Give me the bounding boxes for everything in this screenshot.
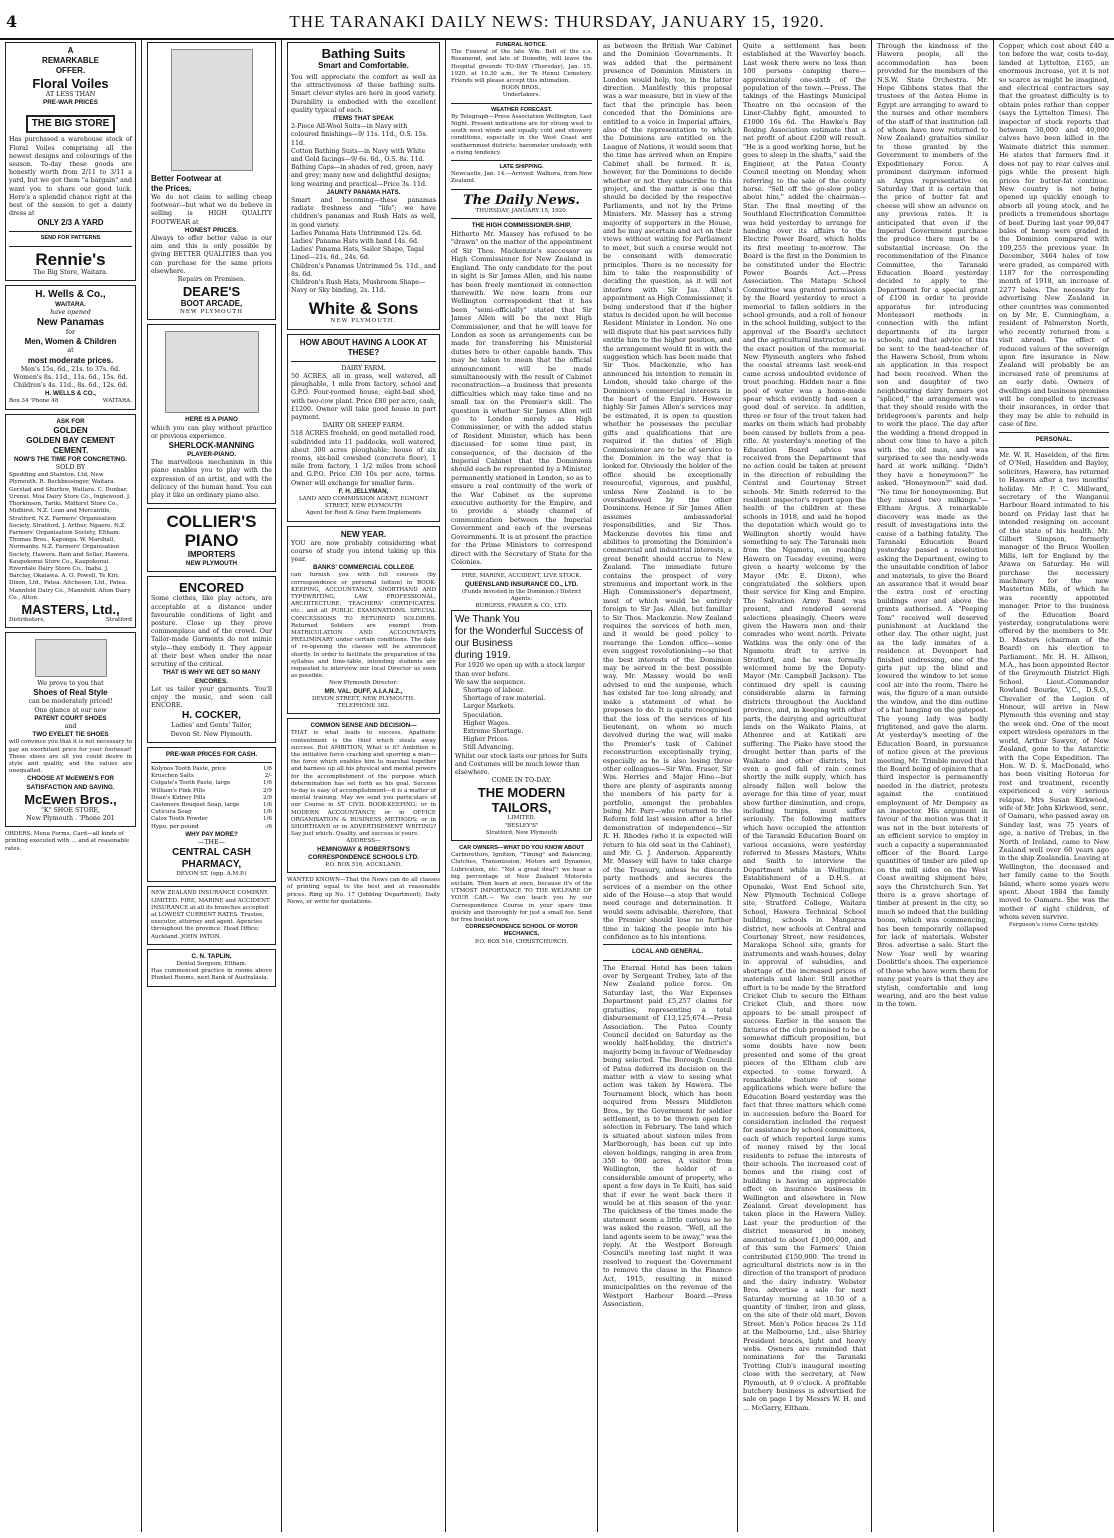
ad-line: We saw the sequence. xyxy=(455,678,526,686)
ad-line: DAIRY FARM. xyxy=(341,364,386,372)
column-8 xyxy=(994,40,1114,1532)
ad-line: THAT IS WHY WE GET SO MANY ENCORES. xyxy=(162,669,261,685)
ad-line: New Plymouth . 'Phone 201 xyxy=(26,814,115,822)
ad-headline: CAR OWNERS—WHAT DO YOU KNOW ABOUT xyxy=(459,844,584,851)
store-name: McEwen Bros., xyxy=(24,791,117,807)
ad-body: Always to offer better value is our aim and this is only possible by giving BETTER QUALITIES than you can purchase for the same prices elsewhere. xyxy=(151,235,272,275)
ad-body: Has commenced practice in rooms above Plunket Rooms, next Bank of Australasia. xyxy=(151,968,272,982)
taplin-ad xyxy=(147,949,276,987)
ad-line: PATENT COURT SHOES xyxy=(34,714,107,722)
ad-line: HERE IS A PIANO xyxy=(185,416,238,424)
insurance-notice: NEW ZEALAND INSURANCE COMPANY. LIMITED. FIRE, MARINE and ACCIDENT INSURANCE at all its branches accepted at LOWEST CURRENT RATES. Trustee, executor, attorney and agent. Agencies throughout the province. Head Office: Auckland. JOHN PATON. xyxy=(147,886,276,944)
ad-line: ASK FOR xyxy=(56,417,85,425)
column-1 xyxy=(0,40,142,1532)
ad-line: PRE-WAR PRICES xyxy=(43,99,98,107)
shoe-illustration xyxy=(35,639,107,677)
ad-headline: COMMON SENSE AND DECISION— xyxy=(310,722,417,730)
ad-headline: HOW ABOUT HAVING A LOOK AT THESE? xyxy=(299,337,428,357)
ad-line: Dental Surgeon, Eltham. xyxy=(176,960,247,967)
ad-line: CEMENT. xyxy=(52,445,89,455)
price-item: Calox Tooth Powder 1/6 xyxy=(151,816,272,823)
store-name: H. COCKER, xyxy=(182,710,241,722)
ad-line: HONEST PRICES. xyxy=(184,226,239,234)
store-name: C. N. TAPLIN, xyxy=(191,952,232,960)
encored-ad xyxy=(147,576,276,742)
section-title: LOCAL AND GENERAL. xyxy=(631,948,703,956)
ad-headline: GOLDEN BAY CEMENT xyxy=(26,435,115,445)
ad-line: OFFER. xyxy=(55,66,86,75)
store-name: DEARE'S xyxy=(182,284,241,300)
list-item: Larger Markets. xyxy=(463,703,516,711)
price-item: Cuticura Soap 1/6 xyxy=(151,809,272,816)
hemingway-ad xyxy=(287,718,440,873)
column-2 xyxy=(142,40,282,1532)
ad-line: WAITARA. xyxy=(55,300,86,308)
store-name: H. Wells & Co., xyxy=(35,288,106,300)
price-item: Hypo, per pound -/6 xyxy=(151,823,272,830)
section-title: PERSONAL. xyxy=(1035,435,1073,443)
list-item: Higher Wages. xyxy=(463,719,510,727)
queensland-insurance-ad xyxy=(451,573,592,610)
ad-headline: PRE-WAR PRICES FOR CASH. xyxy=(165,750,258,758)
ad-body: 50 ACRES, all in grass, well watered, all ploughable, 1 mile from factory, school and G.P.O. Four-roomed house, eight-bail shed, with two-cow plant. Price £80 per acre, cash, £1200. Owner will take good house in part payment. xyxy=(291,372,436,421)
list-item: Shortage of raw material. xyxy=(463,695,546,703)
store-name: Rennie's xyxy=(35,249,106,269)
ad-line: SOLD BY xyxy=(55,464,86,472)
list-item: Children's Panamas Untrimmed 5s. 11d., and 8s. 6d. xyxy=(291,262,436,278)
ad-line: Men, Women & Children xyxy=(24,337,117,347)
jellyman-ad xyxy=(287,334,440,522)
notice-body: By Telegraph—Press Association Wellington, Last Night. Present indications are for strong west to south west winds and squally cold and showery conditions, especially in the West Coast and southernmost districts; barometer unsteady, with a rising tendency. xyxy=(451,113,592,156)
ad-line: Repairs on Premises. xyxy=(177,276,246,284)
masthead xyxy=(0,0,1114,40)
store-name: PIANO xyxy=(184,531,239,551)
ad-body: will convince you that it is not necessary to pay an exorbitant price for your footwear! These shoes are all you could desire in style and quality, and the values are unequalled. xyxy=(9,739,132,775)
mcewen-ad xyxy=(5,632,136,827)
ad-line: Stratford xyxy=(105,616,132,623)
motor-school-ad xyxy=(451,845,592,946)
ad-line: Distributors, xyxy=(9,616,45,623)
ad-line: We prove to you that xyxy=(37,680,104,688)
ad-line: WAITARA. xyxy=(102,398,132,405)
price-list xyxy=(151,766,272,831)
section-title: WEATHER FORECAST. xyxy=(490,106,553,113)
ad-line: LAND AND COMMISSION AGENT, EGMONT STREET, NEW PLYMOUTH xyxy=(298,495,429,510)
ad-headline: Bathing Suits xyxy=(321,46,406,61)
ad-line: NEW PLYMOUTH xyxy=(185,560,238,568)
ad-line: NEW PLYMOUTH xyxy=(180,309,243,316)
notice-body: The Funeral of the late Wm. Bell of the s.s. Rosamond, and late of Dunedin, will leave the Hospital grounds TO-DAY (Thursday), Jan. 15, 1920, at 10.30 a.m., for Te Henui Cemetery. Friends will please accept this intimation. xyxy=(451,49,592,85)
ad-headline: Better Footwear at xyxy=(151,174,222,183)
store-name: THE MODERN TAILORS, xyxy=(477,785,566,816)
ad-body: Spedding and Stainton, Ltd, New Plymouth. R. Beckbessinger, Waitara. Gerstad and Shurlow, Waitara. C. Dunbar, Urenui. Moa Dairy Store Co., Inglewood. J. Thorkinson, Tariki. Midhirst Store Co., Midhirst. N.Z. Loan and Mercantile, Stratford. N.Z. Farmers' Organisation Society, Stratford. J. Arthur, Ngaere. N.Z. Farmers' Organisation Society, Eltham. Thomas Bros., Kaponga. W. Marshall, Normanby. N.Z. Farmers' Organisation Society, Hawera. Bain and Sellar, Hawera. Kaupokonui Store Co., Kaupokonui. Riverdale Dairy Store Co., Inaha. J. Barclay, Okaiawa. A. O. Powell, Te Kiri. Dixon, Ltd., Patea. Aitcheson, Ltd., Patea. Mannfeld Dairy Co., Mannfeld. Alton Dairy Co., Alton. xyxy=(9,472,131,601)
ad-line: WHY PAY MORE? xyxy=(185,830,238,838)
ad-line: DAIRY OR SHEEP FARM. xyxy=(322,422,405,430)
ad-line: "K" SHOE STORE, xyxy=(40,806,101,814)
store-name: White & Sons xyxy=(308,299,419,319)
ad-headline: Floral Voiles xyxy=(32,76,109,91)
price-item: William's Pink Pills 2/9 xyxy=(151,787,272,794)
price-item: Cashmere Bouquet Soap, large 1/6 xyxy=(151,801,272,808)
newspaper-logo: The Daily News. xyxy=(463,192,580,208)
ad-body: Some clothes, like play actors, are acceptable at a distance under favourable conditions of light and posture. Close up they prove commonplace and of the crowd. Our Tailor-made Garments do not mimic style—they embody it. They appear at their best when under the near scrutiny of the critical. xyxy=(151,595,272,669)
ad-line: BANKS' COMMERCIAL COLLEGE xyxy=(312,564,415,572)
ad-line: Smart and Comfortable. xyxy=(318,61,409,70)
ad-body: Smart and becoming—these panamas radiate freshness and "life"; we have children's panamas and Rush Hats as well, in good variety. xyxy=(291,197,436,229)
ad-body: The marvellous mechanism in this piano enables you to play with the expression of an artist, and with the delicacy of the human hand. You can play it like an ordinary piano also. xyxy=(151,459,272,500)
funeral-notice xyxy=(451,42,592,100)
printing-notice: ORDERS, Menu Forms, Card—all kinds of printing executed with ... and at reasonable rates. xyxy=(5,831,130,852)
ad-line: FIRE, MARINE, ACCIDENT, LIVE STOCK. xyxy=(461,573,582,580)
ad-line: ADDRESS— xyxy=(346,838,381,845)
notice-body: Newcastle, Jan. 14.—Arrived: Walhora, from New Zealand. xyxy=(451,171,592,185)
store-name: F. H. JELLYMAN, xyxy=(338,487,389,495)
printing-notice: WANTED KNOWN—That the News can do all classes of printing equal to the best and at reasonable prices. Ring up No. 17 (Jobbing Department), Daily News, or write for quotations. xyxy=(287,877,440,905)
ad-line: at xyxy=(67,347,74,355)
ad-line: H. WELLS & CO., xyxy=(44,390,97,398)
column-6 xyxy=(738,40,872,1532)
article-body: Through the kindness of the Hawera people, all the accommodation has been provided for the members of the N.S.W. State Orchestra. Mr. Hope Gibbons states that the trustees of the Aotea Home in Egypt are arranging to award to the nurses and other members of the staff of that institution (all of whom have now returned to New Zealand) gratuities similar to those granted by the Government to members of the Expeditionary Force. A prominent dairyman informed an Argus representative on Saturday that it is certain that the price of butter fat and cheese will show an advance on any previous rates. It is anticipated that even if the Imperial Government purchase the produce there must be a substantial increase. On the recommendation of the Finance Committee, the Taranaki Education Board yesterday decided to apply to the Department for a special grant of £100 in order to provide apparatus for introducing Montessori methods in connection with the infant departments of its larger schools, and that advice of this be sent to the head-teacher of the Hawera School, from whom an application in this respect had been received. When the son and daughter of two neighbouring dairy farmers got "spliced," the arrangement was that they should reside with the bridegroom's parents and help to work the place. The day after the wedding a friend dropped in about cow time to have a pitch with the old man, and was surprised to see the newly-weds hard at work milking. "Didn't they have a honeymoon?" he asked. "Honeymoon?" said dad. "No time for honeymooning. But they missed two milkings."—Eltham Argus. A remarkable discovery was made as the result of investigations into the cause of a bathing fatality. The Taranaki Education Board yesterday passed a resolution asking the Department, owing to the unsuitable condition of labor and materials, to give the Board an assurance that it would bear the extra cost of erecting buildings over and above the grants authorised. A "Peeping Tom" received well deserved punishment at Auckland the other day. The other night, just as the lady inmates of a residence at Devonport had finished undressing, one of the girls put up the blind and lowered the window to let some cool air into the room. There he was, the figure of a man outside the window, and the dim outline of a hat hanging on the gatepost. The young lady was badly frightened, and gave the alarm. At yesterday's meeting of the Education Board, in pursuance of notice given at the previous meeting, Mr. Trimble moved that the Board being of opinion that a third inspector is permanently needed in the district, protests against the continued employment of Mr Dempsey as an inspector. His argument in favour of the motion was that it was not in the best interests of an efficient service to employ in such a capacity a superannuated officer of the Board. Large quantities of timber are piled up on the mill sides on the West Coast awaiting shipment here, says the Christchurch Sun. Yet there is a grave shortage of timber at present in the city, so much so indeed that the building boom, which was commencing, has been temporarily collapsed for lack of materials. Webster Bros. advertise a sale. Start the New Year well by wearing Doolittle's shoes. The experience of those who have worn them for many past years is that they are stylish, comfortable and long wearing, and are the best value in the town. xyxy=(877,42,989,1009)
column-4 xyxy=(446,40,598,1532)
ad-line: PLAYER-PIANO. xyxy=(187,451,236,459)
big-store-ad xyxy=(5,42,136,281)
ad-line: GOLDEN xyxy=(53,425,88,435)
ad-line: COME IN TO-DAY. xyxy=(491,777,552,785)
list-item: 2-Piece All-Wool Suits—in Navy with coloured finishings—9/ 11s. 11d., O.S. 15s. 11d. xyxy=(291,123,428,147)
ad-line: P.O. BOX 516, AUCKLAND. xyxy=(325,862,402,869)
store-name: SHERLOCK-MANNING xyxy=(168,441,255,451)
list-item: Higher Prices. xyxy=(463,736,510,744)
list-item: Extreme Shortage. xyxy=(463,727,524,735)
ad-line: (Funds invested in the Dominion.) District Agents: xyxy=(461,588,582,602)
ad-line: and xyxy=(64,722,77,730)
modern-tailors-ad xyxy=(451,610,592,841)
ad-body: can furnish you with full courses (by correspondence or personal tuition) in BOOK-KEEPING, ACCOUNTANCY, SHORTHAND AND TYPEWRITING, LAW PROFESSIONAL, ARCHITECTURE, TEACHERS' CERTIFICATES, etc., and all PUBLIC EXAMINATIONS. SPECIAL CONCESSIONS TO RETURNED SOLDIERS. Returned Soldiers are exempt from MATRICULATION AND ACCOUNTANTS PRELIMINARY under certain conditions. The date of re-opening the classes will be announced shortly. In order to facilitate the preparation of the syllabus and time-table, intending students are requested to interview our local Director as soon as possible. xyxy=(291,572,436,680)
store-name: BOOT ARCADE, xyxy=(180,299,243,309)
store-name: CENTRAL CASH xyxy=(172,847,251,859)
sherlock-ad xyxy=(147,324,276,504)
price-item: Colgate's Tooth Paste, large 1/6 xyxy=(151,780,272,787)
ad-headline: for the Wonderful Success of xyxy=(455,626,584,638)
ad-line: IMPORTERS xyxy=(187,550,236,560)
ad-line: P.O. BOX 516, CHRISTCHURCH. xyxy=(474,938,569,945)
column-5 xyxy=(598,40,738,1532)
newspaper-title: THE TARANAKI DAILY NEWS: THURSDAY, JANUARY 15, 1920. xyxy=(289,12,825,31)
ad-headline: Shoes of Real Style xyxy=(33,688,108,698)
price-line: Children's 4s. 11d., 8s. 6d., 12s. 6d. xyxy=(13,382,128,390)
ad-line: Devon St. New Plymouth. xyxy=(170,730,253,738)
pharmacy-ad xyxy=(147,747,276,883)
ad-line: DEVON STREET, NEW PLYMOUTH. xyxy=(312,695,415,702)
article-body: Mr. W. R. Haselden, of the firm of O'Neil, Haselden and Bayley, solicitors, Hawera, has returned to Hawera after a two months' holiday. Mr. P. C. Millward, secretary of the Wanganui Harbour Board intimated to his board on Friday last that he intended resigning on account of the state of his health. Mr. Gilbert Simpson, formerly manager of the Bruce Woollen Mills, left for England by the Arawa on Saturday. He will purchase the necessary machinery for the new Masterton Mills, of which he was recently appointed manager. Prior to the business of the Education Board yesterday, congratulations were offered by the members to Mr. D. Masters (chairman of the Board) on his election to Parliament. Mr. H. H. Allison, M.A., has been appointed Rector of the Greymouth District High School. Lieut.-Commander Rowland Bourke, V.C., D.S.O., Chevalier of the Legion of Honour, will arrive in New Plymouth this evening and stay the week end. One of the most expert wireless operators in the world, Arthur Sawyer, of New Zealand, gone to the Antarctic with the Cope Expedition. The Hon. W. D. S. MacDonald, who has been visiting Rotorua for rest and treatment, recently experienced a very serious relapse. Mrs Susan Kirkwood, wife of Mr. John Kirkwood, senr., of Oamaru, who passed away on Sunday last, was 75 years of age, a native of Trebas, in the North of Ireland, came to New Zealand well over 60 years ago in the ship Zealandia. Leaving at Wellington, the deceased and her family came to the South Island, where some years were spent. About 1884 the family moved to Oamaru. She was the mother of eight children, of whom seven survive. xyxy=(999,450,1109,922)
price-line: Women's 8s. 11d., 11s. 6d., 15s. 6d. xyxy=(13,373,128,381)
ad-line: "BESLEY'S" xyxy=(504,822,539,829)
article-body: as between the British War Cabinet and the Dominion Governments. It was added that the permanent presence of Dominion Ministers in London would help, too, in the latter direction. Manifestly this proposal was a war measure, but in view of the fact that the principle has been conceded that the Dominions are entitled to a voice in Imperial affairs, also of the representation to which the Dominions are entitled on the League of Nations, it would seem that the time has arrived when an Empire Cabinet shall be formed. It is, however, for the Dominions to decide whether or not they subscribe to this project, and the matter is one that should be decided by the respective Parliaments, and not by the Prime Ministers. Mr. Massey has a strong majority of supporters in the House, and he may ascertain and act on their views without waiting for Parliament to meet, but such a course would not be consonant with democratic principles. There is no necessity for him to take the responsibility of deciding the question, as it will not interfere with Sir Jas. Allen's appointment as High Commissioner, it being understood that if the higher status is decided upon he will become Resident Minister in London. No one will dispute that his past services fully entitle him to the higher position, and the arrangement would fit in with the suggestion which has been made that Sir Thos. Mackenzie, who has announced his intention to remain in London, should take charge of the Dominion's commercial interests in the heart of the Empire. However highly Sir James Allen's services may be estimated, it is open to question whether he possesses the peculiar gifts and qualifications that are required if the duties of High Commissioner are to be of service to the Dominion in the way that is looked for. Obviously the holder of the office should be exceptionally resourceful, vigorous, and pushful, unless New Zealand is to be overshadowed by the other Dominions. Hence if Sir James Allen assumes ambassadorial responsibilities, and Sir Thos. Mackenzie devotes his time and abilities to promoting the Dominion's commercial and industrial interests, a great benefit should accrue to New Zealand. The immediate future contains the prospect of very strenuous and important work in the High Commissioner's department, most of which would be entirely foreign to Sir Jas. Allen, but familiar to Sir Thos. Mackenzie. New Zealand requires the services of both men, and it would be good policy to rearrange the London office—some even suggest revolutionising—so that the best interests of the Dominion may be served in the best possible way. Mr. Massey would be well advised to end the suspense, which has existed far too long already, and make a statement of what he proposes to do. It is quite recognised that the loss of the services of his lieutenant, on whom so much devolved during the war, will make the Premier's task of Cabinet reconstruction exceptionally trying, especially as he is also losing three other colleagues—Sir Wm. Fraser, Sir Wm. Herries and Major Hine—but there are plenty of aspirants among the members of his party for a portfolio, amongst the probables being Mr. Parr—who returned to the Reform fold last session after a brief demonstration of independence—Sir R. H. Rhodes (who it is expected will return to his old seat in the Cabinet), and Mr. G. J. Anderson. Apparently Mr. Massey will have to take charge of the Treasury, unless he discards party methods and secures the services of a member on the other side of the House—a step that would need courage and determination. It would seem advisable, therefore, that the Premier should lose no further time in taking the people into his confidence as to his intentions. xyxy=(603,42,732,942)
banks-college-ad xyxy=(287,526,440,715)
ad-line: Ladies' and Gents' Tailor, xyxy=(171,722,252,730)
store-name: HEMINGWAY & ROBERTSON'S CORRESPONDENCE SCHOOLS LTD. xyxy=(308,845,419,861)
ad-line: The Big Store, Waitara. xyxy=(33,268,108,276)
ad-line: REMARKABLE xyxy=(42,56,99,65)
deare-ad xyxy=(147,42,276,320)
ad-line: AT LESS THAN xyxy=(45,91,96,98)
ad-line: ITEMS THAT SPEAK xyxy=(333,115,394,123)
column-3 xyxy=(282,40,446,1532)
weather-forecast xyxy=(451,107,592,157)
ad-headline: New Panamas xyxy=(36,317,105,329)
ad-headline: NEW YEAR. xyxy=(340,529,387,539)
price-line: Men's 15s. 6d., 21s. to 37s. 6d. xyxy=(20,365,121,373)
ad-body: YOU are now probably considering what course of study you intend taking up this year. xyxy=(291,539,436,563)
store-name: PHARMACY, xyxy=(181,859,242,871)
store-name: MR. VAL. DUFF, A.I.A.N.Z., xyxy=(324,687,403,695)
ad-line: JAUNTY PANAMA HATS. xyxy=(326,188,401,196)
store-name: COLLIER'S xyxy=(166,512,257,532)
ad-line: Stratford, New Plymouth xyxy=(485,829,558,836)
ad-body: Let us tailor your garments. You'll enjoy the music, and soon call ENCORE. xyxy=(151,685,272,710)
price-item: Kruschen Salts 2/- xyxy=(151,773,272,780)
list-item: Children's Rush Hats, Mushroom Shape—Navy or Sky binding, 2s. 11d. xyxy=(291,279,426,295)
ad-line: DEVON ST. (opp. A.M.P.) xyxy=(176,871,247,878)
list-item: Bathing Caps—in shades of red, green, navy and grey; many new and delightful designs; long wearing and practical—Price 3s. 11d. xyxy=(291,164,433,188)
notice-line: BOON BROS., xyxy=(501,85,542,92)
list-item: Still Advancing. xyxy=(463,744,514,752)
list-item: Ladies' Panama Hats with band 14s. 6d. xyxy=(291,238,420,246)
ad-line: —THE— xyxy=(198,838,225,846)
collier-ad xyxy=(147,508,276,572)
ad-headline: the Prices. xyxy=(151,184,192,193)
notice-title: FUNERAL NOTICE. xyxy=(496,42,547,48)
price-item: Doan's Kidney Pills 2/9 xyxy=(151,794,272,801)
ad-line: have opened xyxy=(50,309,91,317)
ad-line: One glance at our new xyxy=(34,706,107,714)
ad-headline: ENCORED xyxy=(178,580,244,596)
ad-body: Carburettors, Ignition, "Timing" and Balancing, Clutches, Transmission, Motors and Dynamos, Lubrication, etc. "Not a great deal"! we hear a big percentage of New Zealand Motorists exclaim. Then learn at once, because it's of the UTMOST IMPORTANCE TO THE WELFARE OF YOUR CAR.— We can teach you by our Correspondence Course in your spare time quickly and thoroughly for just a small fee. Send for free booklet now. xyxy=(451,852,592,924)
article-body: The Eternal Hotel has been taken over by Sergeant Trebey, late of the New Zealand police force. On Saturday last, the War Expenses Department paid £5,257 claims for gratuities, representing a total disbursement of £13,125,674.—Press Association. The Patea County Council decided on Saturday as the weekly half-holiday, the district's majority being in favour of Wednesday being selected. The Borough Council of Patea deferred its decision on the matter with a view to seeing what action was taken by Hawera. The Tournament block, which has been acquired from Messrs Middleton Bros., by the Government for soldier settlement, is to be thrown open for selection in February. The land which is situated about sixteen miles from Marlborough, has been cut up into eleven holdings, ranging in area from 350 to 900 acres. A visitor from Wellington, the holder of a considerable amount of property, who spent a few days in Te Kuiti, has said that if ever he went back there it would be at this season of the year. The quickness of the times made the statement seem a little curious so he was asked the reason. "Well, all the land agents seem to be away," was the reply. At the Westport Borough Council's meeting last night it was resolved to request the Government to remove the clause in the Finance Act, 1915, resulting in mixed municipalities on the revenue of the Westport Harbour Board.—Press Association. xyxy=(603,963,733,1308)
bootmaker-illustration xyxy=(171,49,253,171)
ad-line: BURGESS, FRASER & CO., LTD. xyxy=(475,603,568,610)
article-title: THE HIGH COMMISSIONER-SHIP. xyxy=(471,221,572,229)
ad-body: For 1920 we open up with a stock larger than ever before. xyxy=(455,662,585,678)
list-item: Speculation. xyxy=(463,711,503,719)
store-name: CORRESPONDENCE SCHOOL OF MOTOR MECHANICS, xyxy=(465,924,578,938)
article-body: Quite a settlement has been established at the Waverley beach. Last week there were no less than 100 persons camping there—approximately one-sixth of the population of the town.—Press. The takings of the Hastings Municipal Theatre on the occasion of the Liner-Clabby fight, amounted to £1000 16s 6d. The Hawke's Bay Boxing Association estimate that a net profit of about £200 will result. "He is a good working horse, but he goes to sleep in the shafts," said the Engineer, at the Patea County Council meeting on Monday, when referring to the sale of the county horse. "Sell off the go-slow policy about him," added the chairman—Star. The final meeting of the Southland Electrification Committee was held yesterday to arrange for handing over its affairs to the Electric Power Board, which holds its first meeting to-morrow. The Board is the first in the Dominion to be constituted under the Electric Power Boards Act.—Press Association. The Matapu School Committee was granted permission by the Board yesterday to erect a memorial to fallen soldiers in the school grounds, and a roll of honour in the school building, subject to the approval of the Board's architect and the agricultural instructor, as to the exact position of the memorial. New Plymouth anglers who fished the coastal streams last week-end came across undoubted evidence of trout poaching. Hidden near a fine pool of water was a home-made spear which evidently had seen a good deal of service. In addition, three or four of the trout taken had marks on them which had probably been caused by bullets from a pea-rifle. At yesterday's meeting of the Education Board advice was received from the Department that no action could be taken at present in the direction of rebuilding the Central and Courtenay Street schools. Mr. Smith referred to the resident inspector's report upon the health of the children at these schools in 1918, and said he hoped the deputation which would go to Wellington shortly would have something to say. The Taranaki men from the Ngamotu, on reaching Hawera on Tuesday evening, were given a hearty welcome by the Mayor (Mr. E. Dixon), who congratulated the soldiers upon their service for King and Empire. The Salvation Army Band was present, and rendered several selections pleasingly. Cheers were given the Hawera men and their comrades who went north. Private Watkins was the only one of the Ngamotu draft to arrive in Stratford, and he was formally welcomed home by the Deputy-Mayor (Mr. Campbell Jackson). The continued dry spell is causing considerable alarm in farming districts throughout the Auckland province, and, in keeping with other parts, the dairying and agricultural lands on the Waikato Plains, at Athenree and at Katikati are suffering. The Piako have stood the drought better than parts of the Waikato and other districts, but even a good fall of rain comes shortly the milk supply, which has already fallen well below the average for this time of year, must show further diminution, and crops, including turnips, must suffer seriously. The following matters which have occupied the attention of the Taranaki Education Board on various occasions, were yesterday referred to Messrs Masters, White and Smith to interview the Department while in Wellington: Establishment of a D.H.S. at Opunake, West End School site, New Plymouth Technical College site, Stratford College, Waitara School, Hawera Technical School building, schools in Mangaroa district, new schools at Central and Courtenay Street, new residences, Marakopa School site, grants for instruments and wash-houses, delay in approval of subsidies, and shortage of the increased prices of materials and labor. Still another effort is to be made by the Stratford Cricket Club to secure the Eltham Cricket Club, and there now appears to be small prospect of success. Earlier in the season the fixtures of the club promised to be a somewhat difficult proposition, but some doubts have now been presented and some of the great pieces of the Eltham club are expected to come forward. A remarkable feature of some applications which were before the Education Board yesterday was the fact that three matters which come in succession before the Board for consideration included the request for assistance by school committees, each of which reported large sums of money raised by the local residents to refuse the interests of their schools. The increased cost of homes and the rising cost of building is having an appreciable effect on insurance business in Wellington and elsewhere in New Zealand. Great development has taken place in the Hawera Valley. Last year the production of the district measured in money, amounted to about £1,000,000, and of this sum the Farmers' Union contributed £150,000. The trend in agricultural districts now is in the direction of the transport of produce and the dairy industry. Webster Bros. advertise a sale for next Saturday morning at 10.30 of a quantity of timber, iron and glass, on the site of their old mart, Devon Street. Men's Police braces 2s 11d at the Melbourne, Ltd., also Shirley President braces, light and heavy webs. Owners are reminded that nominations for the Taranaki Trotting Club's inaugural meeting close with the secretary, at New Plymouth, at 9 o'clock. A profitable butchery business is advertised for sale on page 1 by Messrs W. H. and ... McGarry, Eltham. xyxy=(743,42,866,1412)
list-item: Ladies' Panama Hats, Sailor Shape, Tagal Lined—21s. 6d., 24s. 6d. xyxy=(291,246,424,262)
column-7 xyxy=(872,40,994,1532)
ad-headline: We Thank You xyxy=(455,614,520,626)
late-shipping xyxy=(451,164,592,186)
ad-body: 518 ACRES freehold, on good metalled road, subdivided into 11 paddocks, well watered, about 300 acres ploughable; house of six rooms, six-bail cowshed (concrete floor), 1 mile from factory, 1 1/2 miles from school and G.P.O. Price £30 10s per acre, terms. Owner will exchange for smaller farm. xyxy=(291,430,436,487)
price-item: Kolynos Tooth Paste, price 1/6 xyxy=(151,765,272,772)
ad-body: Whilst our stock lasts our prices for Suits and Costumes will be much lower than elsewhere. xyxy=(455,752,588,776)
ad-headline: our Business xyxy=(455,638,513,650)
ad-line: TELEPHONE 382. xyxy=(337,703,390,710)
bathing-suits-ad xyxy=(287,42,440,330)
ad-line: TWO EYELET TIE SHOES xyxy=(32,731,109,739)
article-body: Hitherto Mr. Massey has refused to be "drawn" on the matter of the appointment of Sir Thos. Mackenzie's successor as High Commissioner for New Zealand in England. The only candidate for the post in sight is Sir James Allen, and his name has been freely mentioned in connection therewith. We now learn from our Wellington correspondent that it has been "semi-officially" stated that Sir James Allen will be the next High Commissioner, and that he will leave for London as soon as arrangements can be made for transferring his Ministerial duties here to other capable hands. This may be taken to mean that the official announcement will be made simultaneously with the result of Cabinet reconstruction—a business that presents difficulties which may take time and no small tax on the Premier's skill. The question is whether Sir James Allen will go to London merely as High Commissioner, or with the added status of Resident Minister, which has been discussed for some time past, in consequence, of the decision of the Imperial Cabinet that the Dominions should each be represented by a Minister, permanently stationed in London, so as to ensure a real continuity of the work of the War Cabinet as the supreme executive authority for the Empire, and to provide a steady channel of communication between the Imperial Government and each of the overseas Governments. It is at present the practice for the Prime Ministers to correspond direct with the Secretary of State for the Colonies. xyxy=(451,230,592,566)
ad-body: THAT is what leads to success. Apathetic contentment is the thief which steals away success. But AMBITION, What is it? Ambition is the initiative force cracking and spurring a man—the force which enables him to marshal together and harness up all his physical and mental powers for the accomplishment of the purpose which determination has set forth as his goal. Success to-day is easy of accomplishment—it is a matter of mental training. May we send you particulars of our Course in ST CIVIL BOOK-KEEPING; or in MODERN ACCOUNTANCY; or in OFFICE ORGANISATION & BUSINESS METHODS; or in SHORTHAND or in ADVERTISEMENT WRITING? Say just which. Quality, and success is yours. xyxy=(291,730,436,838)
ad-line: can be moderately priced! xyxy=(28,698,113,706)
store-name: MASTERS, Ltd., xyxy=(21,601,120,617)
page-number: 4 xyxy=(6,12,18,31)
article-body: Copper, which cost about £40 a ton before the war, costs to-day, landed at Lyttelton, £165, an enormous increase, yet it is not so scarce as might be imagined, and electrical contractors say that the greatest difficulty is to obtain poles rather than copper (says the Lyttelton Times). The inspector of stock reports that between 30,000 and 40,000 calves have been killed in the Waimate district this summer. He states that farmers find it does not pay to rear calves and pigs while the present high prices for butter-fat continue. New country is not being opened up quickly enough to absorb all young stock, and he predicts a tremendous shortage of beef. During last year 99,047 bales of hemp were graded in the Dominion compared with 109,255 the previous year. In December, 3464 bales of tow were graded, as compared with 1187 for the corresponding month of 1918, an increase of 2277 bales. The necessity for advertising New Zealand in other countries was commented on by Mr. E. Cunningham, a resident of Palmerston North, who recently returned from a visit abroad. The effect of reduced values of the sovereign upon fire insurance in New Zealand will probably be an increased rate of premiums at an early date. Owners of dwellings and business premises will be compelled to increase their insurances, in order that they may be able to rebuild in case of fire. xyxy=(999,42,1109,429)
section-title: LATE SHIPPING. xyxy=(499,164,544,171)
ad-line: for xyxy=(65,329,76,337)
ad-line: SEND FOR PATTERNS xyxy=(40,235,101,242)
store-name: QUEENSLAND INSURANCE CO., LTD. xyxy=(464,580,579,588)
piano-illustration xyxy=(165,331,259,413)
cement-ad xyxy=(5,414,136,628)
ad-line: NOW'S THE TIME FOR CONCRETING. xyxy=(13,455,128,463)
notice-line: Undertakers. xyxy=(502,92,541,99)
list-item: Cotton Bathing Suits—in Navy with White and Gold facings—9/ 6s. 6d., O.S. 8s. 11d. xyxy=(291,147,426,164)
issue-date: THURSDAY, JANUARY 15, 1920. xyxy=(475,207,568,214)
ad-line: NEW PLYMOUTH. xyxy=(330,318,397,325)
ad-body: Has purchased a warehouse stock of Floral Voiles comprising all the newest designs and colourings of the season. To-day these goods are honestly worth from 2/11 to 3/11 a yard, but we got them "a bargain" and want you to share our good luck. Here's a splendid chance right at the best of the season to get a dainty dress at xyxy=(9,136,132,218)
ad-body: You will appreciate the comfort as well as the attractiveness of these bathing suits. Smart clever styles are here in good variety. Durability is embodied with the excellent quality typical of each. xyxy=(291,74,436,114)
list-item: Ladies Panama Hats Untrimmed 12s. 6d. xyxy=(291,229,423,237)
ad-line: CHOOSE AT McEWEN'S FOR SATISFACTION AND SAVING. xyxy=(26,775,115,791)
ad-headline: during 1919. xyxy=(455,650,511,662)
store-name: THE BIG STORE xyxy=(26,115,116,133)
ad-body: We do not claim to selling cheap footwear—but what we do believe in selling is HIGH QUALITY FOOTWEAR at xyxy=(151,194,272,226)
ad-line: most moderate prices. xyxy=(27,355,114,365)
ad-line: A xyxy=(67,46,74,55)
footer-line: Ferguson's cures Corns quickly. xyxy=(1008,921,1100,928)
ad-line: Agent for Reid & Gray Farm Implements xyxy=(305,510,422,517)
list-item: Shortage of labour. xyxy=(463,686,525,694)
ad-price: ONLY 2/3 A YARD xyxy=(37,218,104,228)
ad-line: LIMITED, xyxy=(507,815,536,822)
ad-line: Box 34 'Phone 48 xyxy=(9,398,59,405)
ad-line: New Plymouth Director: xyxy=(329,680,398,687)
wells-ad xyxy=(5,285,136,410)
ad-body: which you can play without practice or previous experience. xyxy=(151,424,272,440)
